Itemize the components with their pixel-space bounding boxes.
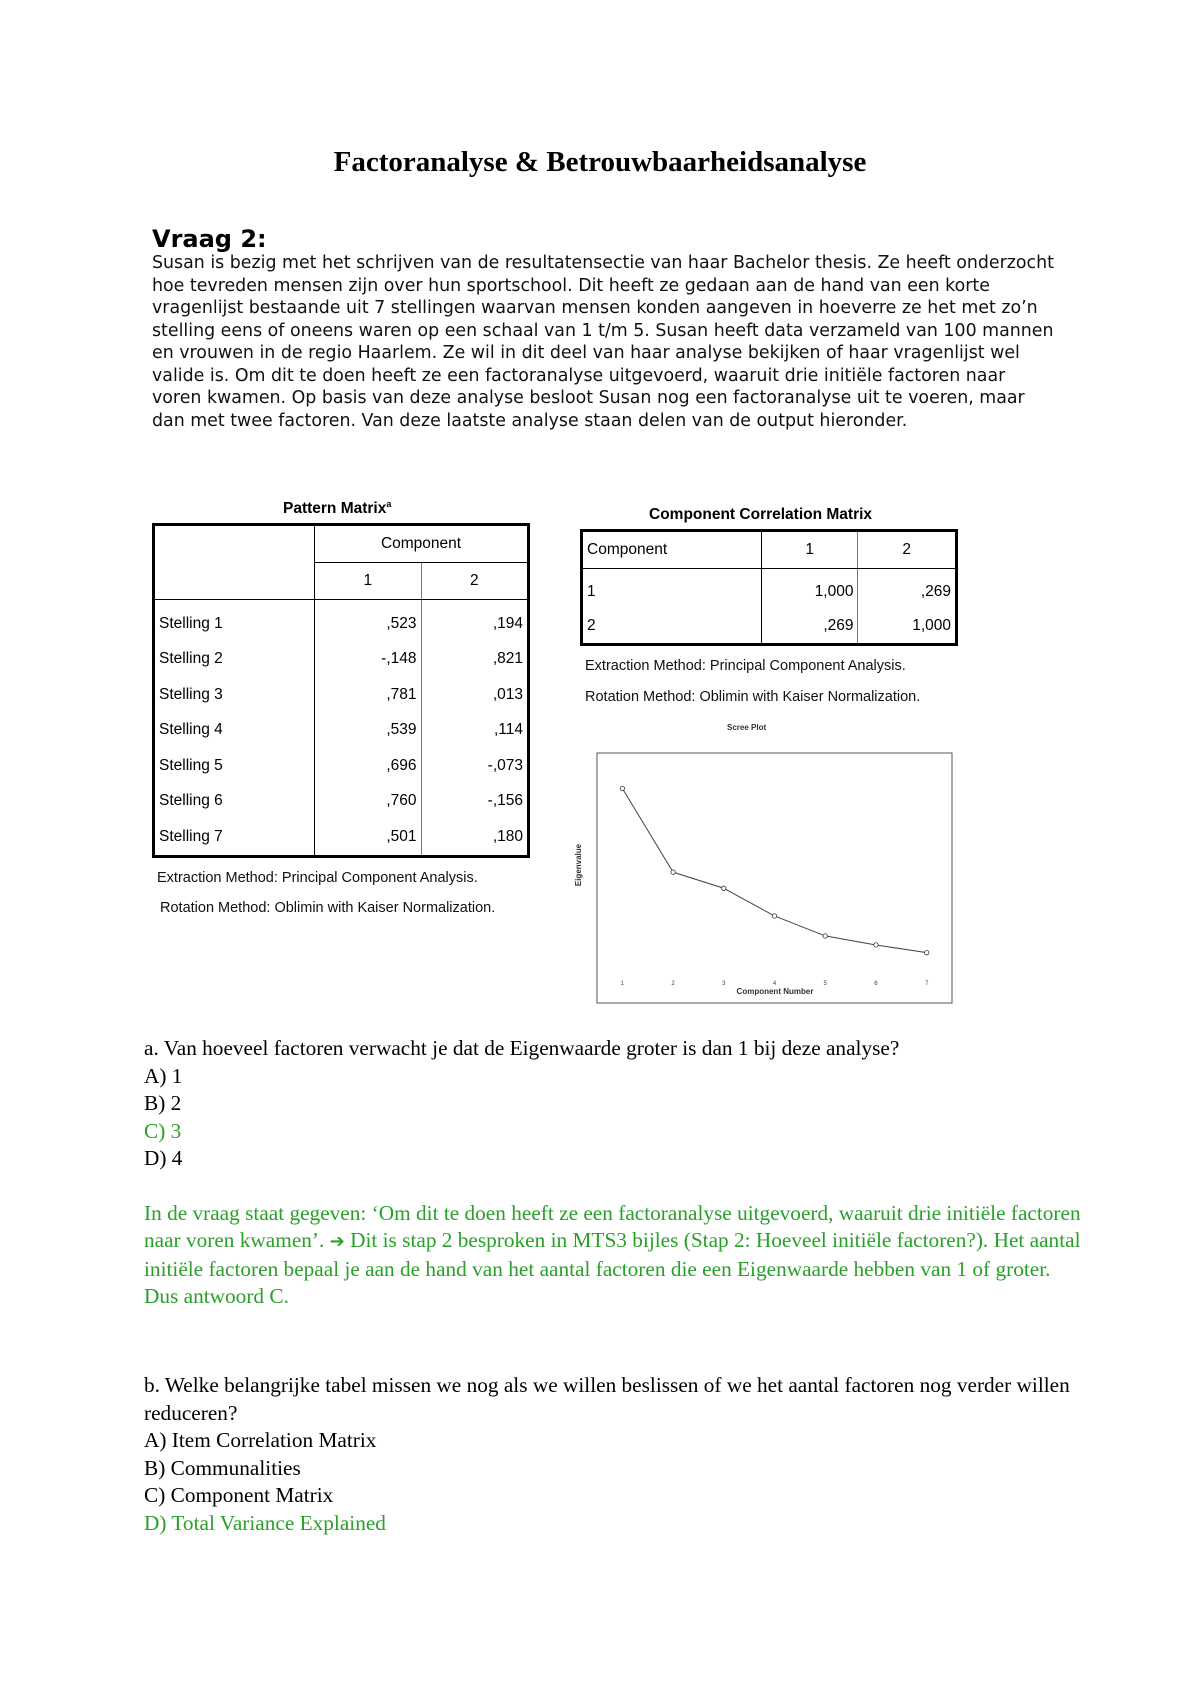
table-header-row: [582, 531, 957, 569]
row-label: Stelling 5: [154, 748, 315, 784]
data-point: [823, 934, 827, 938]
row-label: Stelling 3: [154, 677, 315, 713]
table-cell: -,073: [421, 748, 528, 784]
x-axis-label: Component Number: [736, 987, 814, 996]
table-cell: 1,000: [762, 569, 858, 610]
option-c-correct: C) 3: [144, 1118, 182, 1143]
column-header: 1: [315, 563, 421, 600]
table-cell: ,821: [421, 642, 528, 678]
explanation-a: In de vraag staat gegeven: ‘Om dit te doen heeft ze een factoranalyse uitgevoerd, waaruit drie initiële factoren naar voren kwamen’. ➔ Dit is stap 2 besproken in MTS3 bijles (Stap 2: Hoeveel initiële factoren?). Het aantal initiële factoren bepaal je aan de hand van het aantal factoren die een Eigenwaarde hebben van 1 of groter. Dus antwoord C.: [144, 1200, 1081, 1308]
row-label: Stelling 1: [154, 600, 315, 642]
question-a-text: a. Van hoeveel factoren verwacht je dat de Eigenwaarde groter is dan 1 bij deze analyse?: [144, 1036, 900, 1060]
pattern-matrix-table: [152, 523, 530, 858]
table-cell: 1,000: [858, 609, 957, 645]
x-tick-label: 6: [874, 981, 878, 987]
correlation-matrix-title: Component Correlation Matrix: [649, 506, 873, 523]
scree-plot: [565, 740, 965, 1030]
document-title: Factoranalyse & Betrouwbaarheidsanalyse: [333, 146, 867, 178]
y-axis-label: Eigenvalue: [574, 843, 583, 887]
component-header: Component: [315, 525, 529, 563]
option-b: B) Communalities: [144, 1455, 301, 1480]
option-a: A) Item Correlation Matrix: [144, 1428, 377, 1452]
column-header: 2: [421, 563, 528, 600]
row-label: 2: [582, 609, 762, 645]
data-point: [874, 943, 878, 947]
question-b-text: b. Welke belangrijke tabel missen we nog als we willen beslissen of we het aantal factoren nog verder willen reduceren?: [144, 1373, 1070, 1425]
option-d: D) 4: [144, 1146, 183, 1170]
row-label: 1: [582, 569, 762, 610]
table-row: [154, 819, 529, 856]
question-b-block: [144, 1372, 1084, 1537]
data-point: [671, 870, 675, 874]
arrow-icon: ➔: [329, 1231, 345, 1252]
x-tick-label: 7: [924, 981, 929, 987]
row-label: Stelling 4: [154, 713, 315, 749]
table-cell: ,781: [315, 677, 421, 713]
option-c: C) Component Matrix: [144, 1483, 334, 1507]
column-header: 2: [858, 531, 957, 569]
scree-plot-title: Scree Plot: [727, 723, 767, 732]
table-row: [582, 609, 957, 645]
table-row: [154, 600, 529, 642]
table-cell: -,156: [421, 784, 528, 820]
table-row: [154, 713, 529, 749]
table-cell: ,539: [315, 713, 421, 749]
question-a-block: [144, 1035, 1084, 1311]
column-header: Component: [582, 531, 762, 569]
data-point: [772, 914, 776, 918]
question-block: [152, 224, 1057, 432]
correlation-footnote-extraction: Extraction Method: Principal Component Analysis.: [585, 658, 906, 674]
data-point: [620, 786, 624, 790]
row-label: Stelling 6: [154, 784, 315, 820]
series-line: [622, 788, 926, 952]
option-b: B) 2: [144, 1091, 182, 1115]
column-header: 1: [762, 531, 858, 569]
question-text: Susan is bezig met het schrijven van de resultatensectie van haar Bachelor thesis. Ze heeft onderzocht hoe tevreden mensen zijn over hun sportschool. Dit heeft ze gedaan aan de hand van een korte vragenlijst bestaande uit 7 stellingen waarvan mensen konden aangeven in hoeverre ze het met zo’n stelling eens of oneens waren op een schaal van 1 t/m 5. Susan heeft data verzameld van 100 mannen en vrouwen in de regio Haarlem. Ze wil in dit deel van haar analyse bekijken of haar vragenlijst wel valide is. Om dit te doen heeft ze een factoranalyse uitgevoerd, waaruit drie initiële factoren naar voren kwamen. Op basis van deze analyse besloot Susan nog een factoranalyse uit te voeren, maar dan met twee factoren. Van deze laatste analyse staan delen van de output hieronder.: [152, 253, 1054, 431]
table-cell: ,180: [421, 819, 528, 856]
table-cell: ,269: [858, 569, 957, 610]
pattern-footnote-extraction: Extraction Method: Principal Component Analysis.: [157, 870, 478, 886]
table-cell: ,114: [421, 713, 528, 749]
pattern-matrix-title: Pattern Matrix$^a$: [283, 499, 392, 518]
table-corner: [154, 525, 315, 600]
table-row: [582, 569, 957, 610]
table-cell: ,760: [315, 784, 421, 820]
x-tick-label: 2: [671, 981, 675, 987]
table-cell: ,696: [315, 748, 421, 784]
table-cell: ,523: [315, 600, 421, 642]
table-row: [154, 677, 529, 713]
plot-frame: [597, 753, 952, 1003]
table-cell: ,269: [762, 609, 858, 645]
option-a: A) 1: [144, 1063, 183, 1088]
row-label: Stelling 7: [154, 819, 315, 856]
data-point: [924, 950, 928, 954]
x-tick-label: 3: [722, 981, 726, 987]
x-tick-label: 1: [620, 981, 625, 987]
correlation-matrix-table: [580, 529, 958, 646]
option-d-correct: D) Total Variance Explained: [144, 1510, 386, 1535]
table-cell: ,501: [315, 819, 421, 856]
table-row: [154, 642, 529, 678]
x-tick-label: 4: [772, 981, 777, 987]
table-cell: ,013: [421, 677, 528, 713]
table-row: [154, 748, 529, 784]
correlation-footnote-rotation: Rotation Method: Oblimin with Kaiser Normalization.: [585, 689, 921, 705]
data-point: [722, 886, 726, 890]
table-cell: ,194: [421, 600, 528, 642]
pattern-footnote-rotation: Rotation Method: Oblimin with Kaiser Normalization.: [160, 900, 496, 916]
question-heading: Vraag 2:: [152, 225, 267, 253]
row-label: Stelling 2: [154, 642, 315, 678]
x-tick-label: 5: [823, 981, 827, 987]
table-row: [154, 784, 529, 820]
table-cell: -,148: [315, 642, 421, 678]
